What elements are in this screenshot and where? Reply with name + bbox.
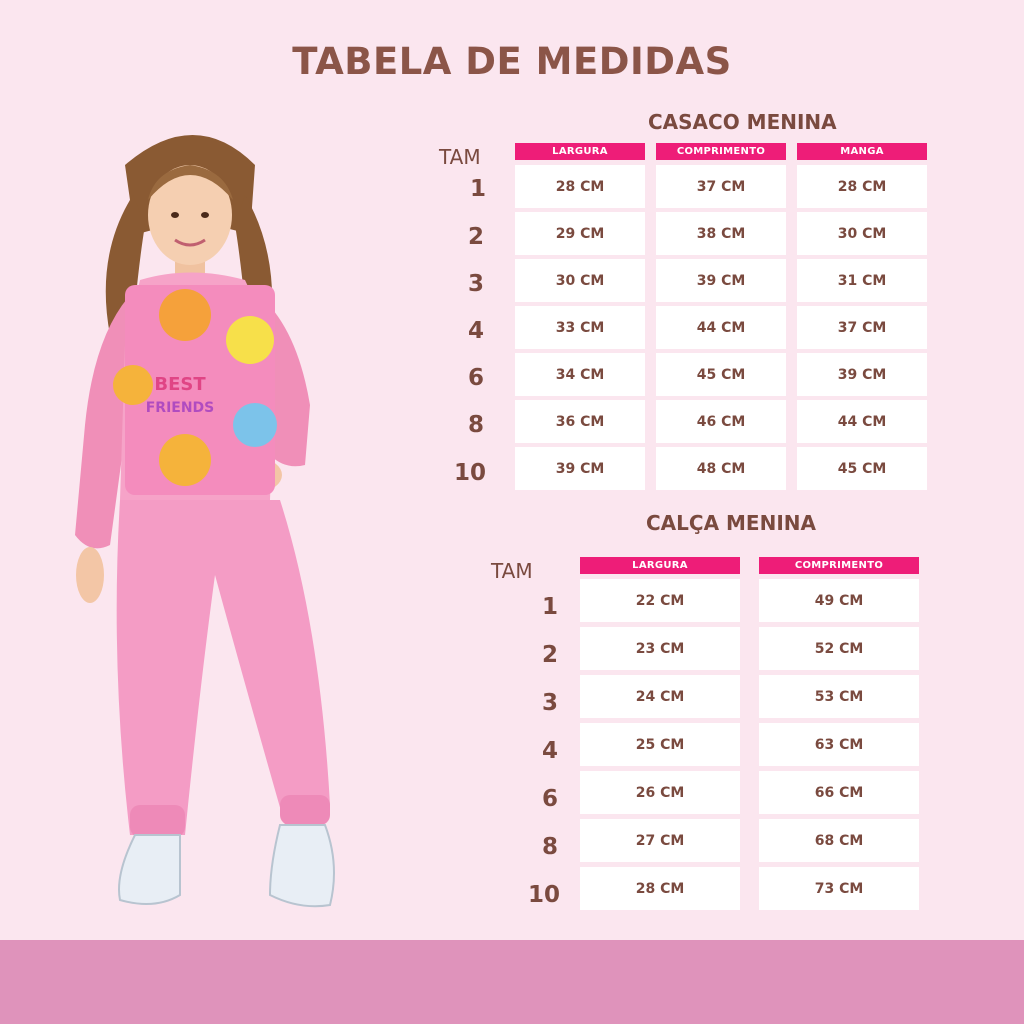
casaco-cell: 46 CM bbox=[656, 400, 786, 443]
calca-size: 8 bbox=[541, 834, 558, 860]
print-giraffe bbox=[159, 434, 211, 486]
shoe-right bbox=[270, 825, 334, 906]
calca-cell: 63 CM bbox=[759, 723, 919, 766]
casaco-size: 1 bbox=[469, 176, 486, 202]
casaco-header-largura: LARGURA bbox=[515, 143, 645, 160]
print-best-text: BEST bbox=[154, 374, 206, 395]
casaco-size: 2 bbox=[467, 224, 484, 250]
casaco-cell: 38 CM bbox=[656, 212, 786, 255]
casaco-cell: 37 CM bbox=[797, 306, 927, 349]
calca-size: 1 bbox=[541, 594, 558, 620]
calca-size: 4 bbox=[541, 738, 558, 764]
casaco-cell: 30 CM bbox=[797, 212, 927, 255]
cuff-left bbox=[130, 805, 185, 837]
casaco-cell: 44 CM bbox=[797, 400, 927, 443]
calca-cell: 53 CM bbox=[759, 675, 919, 718]
print-elephant bbox=[233, 403, 277, 447]
page-title: TABELA DE MEDIDAS bbox=[292, 40, 732, 83]
casaco-cell: 39 CM bbox=[656, 259, 786, 302]
cuff-right bbox=[280, 795, 330, 825]
calca-cell: 23 CM bbox=[580, 627, 740, 670]
casaco-size: 6 bbox=[467, 365, 484, 391]
casaco-cell: 29 CM bbox=[515, 212, 645, 255]
footer-band bbox=[0, 940, 1024, 1024]
calca-cell: 24 CM bbox=[580, 675, 740, 718]
calca-cell: 66 CM bbox=[759, 771, 919, 814]
print-lion bbox=[113, 365, 153, 405]
shoe-left bbox=[119, 835, 180, 904]
child-photo bbox=[55, 105, 355, 945]
eye-left bbox=[171, 212, 179, 218]
casaco-cell: 33 CM bbox=[515, 306, 645, 349]
casaco-cell: 36 CM bbox=[515, 400, 645, 443]
casaco-header-comprimento: COMPRIMENTO bbox=[656, 143, 786, 160]
calca-cell: 22 CM bbox=[580, 579, 740, 622]
calca-cell: 27 CM bbox=[580, 819, 740, 862]
calca-cell: 25 CM bbox=[580, 723, 740, 766]
print-friends-text: FRIENDS bbox=[145, 400, 215, 416]
casaco-cell: 34 CM bbox=[515, 353, 645, 396]
casaco-header-manga: MANGA bbox=[797, 143, 927, 160]
casaco-tam-label: TAM bbox=[439, 145, 481, 169]
casaco-cell: 39 CM bbox=[515, 447, 645, 490]
casaco-size: 10 bbox=[453, 460, 486, 486]
casaco-cell: 44 CM bbox=[656, 306, 786, 349]
casaco-title: CASACO MENINA bbox=[648, 110, 837, 134]
pants bbox=[117, 500, 330, 835]
casaco-size: 8 bbox=[467, 412, 484, 438]
casaco-cell: 30 CM bbox=[515, 259, 645, 302]
casaco-cell: 28 CM bbox=[797, 165, 927, 208]
calca-cell: 68 CM bbox=[759, 819, 919, 862]
casaco-cell: 48 CM bbox=[656, 447, 786, 490]
casaco-cell: 39 CM bbox=[797, 353, 927, 396]
casaco-size: 3 bbox=[467, 271, 484, 297]
eye-right bbox=[201, 212, 209, 218]
calca-cell: 73 CM bbox=[759, 867, 919, 910]
calca-size: 2 bbox=[541, 642, 558, 668]
calca-title: CALÇA MENINA bbox=[646, 511, 816, 535]
hand-left bbox=[76, 547, 104, 603]
calca-tam-label: TAM bbox=[491, 559, 533, 583]
calca-cell: 28 CM bbox=[580, 867, 740, 910]
calca-cell: 52 CM bbox=[759, 627, 919, 670]
casaco-cell: 31 CM bbox=[797, 259, 927, 302]
casaco-cell: 37 CM bbox=[656, 165, 786, 208]
casaco-cell: 45 CM bbox=[797, 447, 927, 490]
print-fox bbox=[159, 289, 211, 341]
calca-size: 6 bbox=[541, 786, 558, 812]
calca-cell: 49 CM bbox=[759, 579, 919, 622]
calca-header-largura: LARGURA bbox=[580, 557, 740, 574]
casaco-cell: 28 CM bbox=[515, 165, 645, 208]
calca-header-comprimento: COMPRIMENTO bbox=[759, 557, 919, 574]
calca-cell: 26 CM bbox=[580, 771, 740, 814]
print-bunny bbox=[226, 316, 274, 364]
casaco-size: 4 bbox=[467, 318, 484, 344]
calca-size: 10 bbox=[527, 882, 560, 908]
calca-size: 3 bbox=[541, 690, 558, 716]
casaco-cell: 45 CM bbox=[656, 353, 786, 396]
